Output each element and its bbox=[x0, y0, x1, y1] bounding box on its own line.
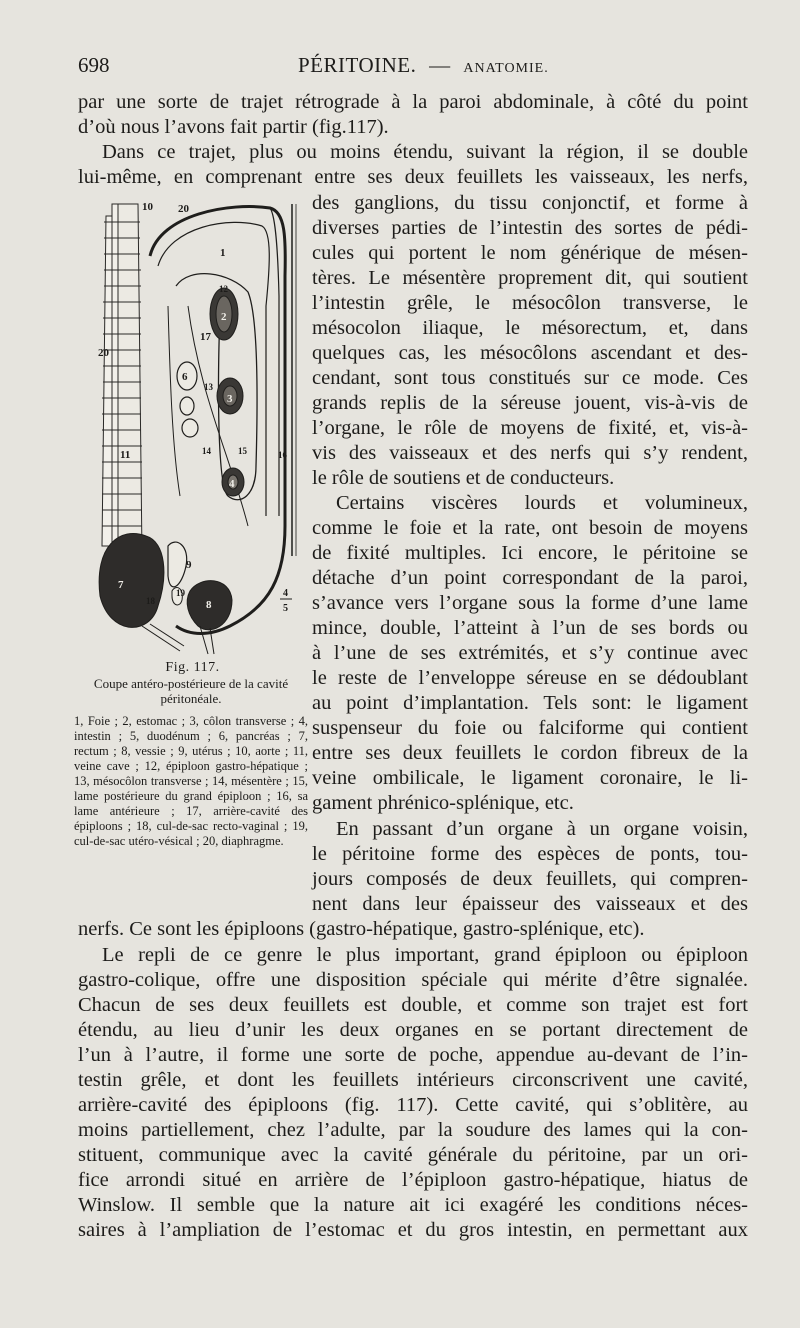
legend-item: 17, arrière-cavité des épiploons ; bbox=[74, 804, 308, 833]
legend-item: 1, Foie ; bbox=[74, 714, 123, 728]
text-line: gastro-colique, offre une disposition spéciale qui mérite d’être signalée. bbox=[78, 969, 748, 991]
text-line: Winslow. Il semble que la nature ait ici exagéré les conditions néces- bbox=[78, 1194, 748, 1216]
text-line: saires à l’ampliation de l’estomac et du gros intestin, en permettant aux bbox=[78, 1219, 748, 1241]
text-line: arrière-cavité des épiploons (fig. 117). Cette cavité, qui s’oblitère, au bbox=[78, 1094, 748, 1116]
figure-title: Fig. 117. bbox=[165, 660, 220, 675]
text-line: Chacun de ses deux feuillets est double, et comme son trajet est fort bbox=[78, 994, 748, 1016]
label-4-scale: 4 bbox=[283, 588, 288, 599]
label-16: 16 bbox=[278, 450, 287, 460]
legend-item: 10, aorte ; bbox=[235, 744, 293, 758]
label-20-left: 20 bbox=[98, 347, 109, 359]
legend-item: 16, sa lame antérieure ; bbox=[74, 789, 308, 818]
text-line: l’organe, le rôle de moyens de fixité, et, vis-à- bbox=[312, 417, 748, 439]
text-line: Certains viscères lourds et volumineux, bbox=[336, 492, 748, 514]
text-line: comme le foie et la rate, ont besoin de moyens bbox=[312, 517, 748, 539]
text-line: le rôle de soutiens et de conducteurs. bbox=[312, 467, 615, 489]
text-line: l’intestin grêle, le mésocôlon transverse, le bbox=[312, 292, 748, 314]
figure-legend bbox=[74, 714, 308, 849]
legend-item: 15, lame postérieure du grand épiploon ; bbox=[74, 774, 308, 803]
legend-item: 20, diaphragme. bbox=[202, 834, 284, 848]
text-line: mince, double, l’atteint à l’un de ses bords ou bbox=[312, 617, 748, 639]
legend-item: 2, estomac ; bbox=[122, 714, 190, 728]
text-line: à l’une de ses extrémités, et s’y continue avec bbox=[312, 642, 748, 664]
label-9: 9 bbox=[186, 559, 192, 571]
legend-item: 9, utérus ; bbox=[178, 744, 236, 758]
spine-illustration bbox=[102, 204, 142, 556]
label-7: 7 bbox=[118, 579, 124, 591]
text-line: testin grêle, et dont les feuillets intérieurs circonscrivent une cavité, bbox=[78, 1069, 748, 1091]
page-number: 698 bbox=[78, 53, 110, 77]
text-line: grands replis de la séreuse jouent, vis-à-vis de bbox=[312, 392, 748, 414]
text-line: tères. Le mésentère proprement dit, qui soutient bbox=[312, 267, 748, 289]
text-line: d’où nous l’avons fait partir (fig.117). bbox=[78, 116, 389, 138]
label-15: 15 bbox=[238, 446, 247, 456]
legend-item: 19, cul-de-sac utéro-vésical ; bbox=[74, 819, 308, 848]
label-3: 3 bbox=[227, 393, 233, 405]
legend-item: 6, pancréas ; bbox=[218, 729, 299, 743]
running-header bbox=[78, 53, 748, 87]
text-line: lui-même, en comprenant entre ses deux feuillets les vaisseaux, les nerfs, bbox=[78, 166, 748, 188]
text-line: détache d’un point correspondant de la paroi, bbox=[312, 567, 748, 589]
text-line: le péritoine forme des espèces de ponts, tou- bbox=[312, 843, 748, 865]
label-6: 6 bbox=[182, 371, 188, 383]
legend-item: 18, cul-de-sac recto-vaginal ; bbox=[136, 819, 293, 833]
peritoneum-section-figure bbox=[80, 196, 305, 661]
label-8: 8 bbox=[206, 599, 212, 611]
text-line: gament phrénico-splénique, etc. bbox=[312, 792, 574, 814]
label-5: 5 bbox=[283, 603, 288, 614]
text-line: de fixité multiples. Ici encore, le péritoine se bbox=[312, 542, 748, 564]
title-dash: — bbox=[429, 53, 451, 77]
legend-item: 13, mésocôlon transverse ; bbox=[74, 774, 213, 788]
label-10: 10 bbox=[142, 201, 153, 213]
text-line: par une sorte de trajet rétrograde à la paroi abdominale, à côté du point bbox=[78, 91, 748, 113]
label-12: 12 bbox=[219, 284, 228, 294]
legend-item: 4, intestin ; bbox=[74, 714, 308, 743]
text-line: cules qui portent le nom générique de mésen- bbox=[312, 242, 748, 264]
text-line: Dans ce trajet, plus ou moins étendu, suivant la région, il se double bbox=[102, 141, 748, 163]
text-line: entre ses deux feuillets le cordon fibreux de la bbox=[312, 742, 748, 764]
text-line: nerfs. Ce sont les épiploons (gastro-hépatique, gastro-splénique, etc). bbox=[78, 918, 645, 940]
label-13: 13 bbox=[204, 382, 213, 392]
text-line: stituent, communique avec la cavité générale du péritoine, par un ori- bbox=[78, 1144, 748, 1166]
legend-item: 3, côlon transverse ; bbox=[189, 714, 299, 728]
label-2: 2 bbox=[221, 311, 227, 323]
text-line: veine ombilicale, le ligament coronaire, le li- bbox=[312, 767, 748, 789]
legend-item: 11, veine cave ; bbox=[74, 744, 308, 773]
text-line: Le repli de ce genre le plus important, grand épiploon ou épiploon bbox=[102, 944, 748, 966]
label-1: 1 bbox=[220, 247, 226, 259]
text-line: jours composés de deux feuillets, qui compren- bbox=[312, 868, 748, 890]
text-line: suspenseur du foie ou falciforme qui contient bbox=[312, 717, 748, 739]
text-line: cendant, sont tous constitués sur ce mode. Ces bbox=[312, 367, 748, 389]
text-line: l’un à l’autre, il forme une sorte de poche, appendue au-devant de l’in- bbox=[78, 1044, 748, 1066]
label-20-top: 20 bbox=[178, 203, 189, 215]
legend-item: 12, épiploon gastro-hépatique ; bbox=[144, 759, 308, 773]
text-line: des ganglions, du tissu conjonctif, et forme à bbox=[312, 192, 748, 214]
running-title bbox=[298, 53, 549, 78]
section-title: ANATOMIE. bbox=[463, 61, 549, 76]
text-line: moins partiellement, chez l’adulte, par la soudure des lames qui la con- bbox=[78, 1119, 748, 1141]
label-11: 11 bbox=[120, 449, 131, 461]
text-line: mésocolon iliaque, le mésorectum, et, dans bbox=[312, 317, 748, 339]
chapter-title: PÉRITOINE. bbox=[298, 53, 417, 77]
label-17: 17 bbox=[200, 331, 211, 343]
text-line: vis des vaisseaux et des nerfs qui s’y rendent, bbox=[312, 442, 748, 464]
text-line: En passant d’un organe à un organe voisin, bbox=[336, 818, 748, 840]
label-14: 14 bbox=[202, 446, 211, 456]
legend-item: 7, rectum ; bbox=[74, 729, 308, 758]
text-line: fice arrondi situé en arrière de l’épiploon gastro-hépatique, hiatus de bbox=[78, 1169, 748, 1191]
text-line: diverses parties de l’intestin des sortes de pédi- bbox=[312, 217, 748, 239]
text-line: quelques cas, les mésocôlons ascendant et des- bbox=[312, 342, 748, 364]
label-19: 19 bbox=[176, 588, 185, 598]
text-line: nent dans leur épaisseur des vaisseaux et des bbox=[312, 893, 748, 915]
text-line: le reste de l’enveloppe séreuse en se dédoublant bbox=[312, 667, 748, 689]
text-line: s’avance vers l’organe sous la forme d’une lame bbox=[312, 592, 748, 614]
figure-caption: Coupe antéro-postérieure de la cavité péritonéale. bbox=[93, 676, 289, 706]
legend-item: 8, vessie ; bbox=[121, 744, 179, 758]
label-18: 18 bbox=[146, 596, 155, 606]
legend-item: 5, duodénum ; bbox=[129, 729, 219, 743]
legend-item: 14, mésentère ; bbox=[212, 774, 293, 788]
text-line: étendu, au lieu d’unir les deux organes en se portant directement de bbox=[78, 1019, 748, 1041]
text-line: au point d’implantation. Tels sont: le ligament bbox=[312, 692, 748, 714]
label-4: 4 bbox=[229, 478, 235, 490]
